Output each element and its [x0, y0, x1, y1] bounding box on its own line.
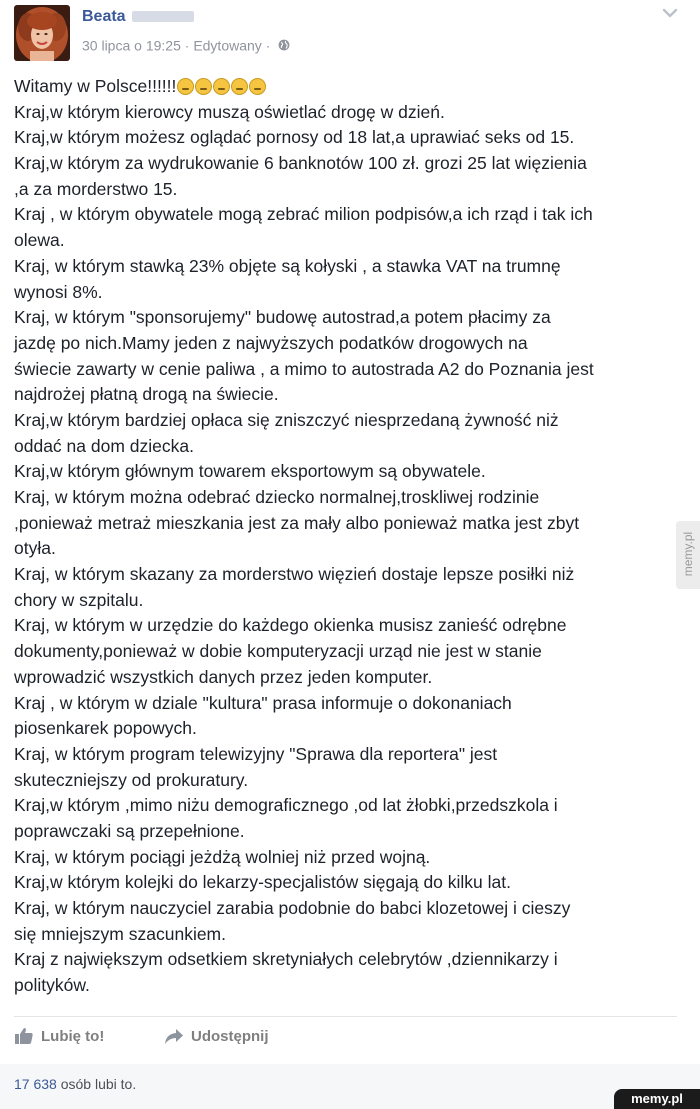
post-line: wprowadzić wszystkich danych przez jeden komputer.	[14, 666, 433, 687]
chevron-down-icon[interactable]	[660, 6, 680, 20]
likes-text: osób lubi to.	[60, 1076, 137, 1092]
post-line: poprawczaki są przepełnione.	[14, 820, 245, 841]
likes-summary[interactable]	[14, 1076, 136, 1092]
post-line: Kraj,w którym ,mimo niżu demograficznego ,od lat żłobki,przedszkola i	[14, 795, 558, 816]
post-line: ,a za morderstwo 15.	[14, 178, 178, 199]
post-body	[14, 74, 694, 999]
post-line: Kraj, w którym skazany za morderstwo więzień dostaje lepsze posiłki niż	[14, 564, 575, 585]
post-meta	[82, 36, 290, 53]
post-line: Kraj,w którym za wydrukowanie 6 banknotów 100 zł. grozi 25 lat więzienia	[14, 153, 587, 174]
post-line: wynosi 8%.	[14, 281, 103, 302]
post-line: chory w szpitalu.	[14, 589, 144, 610]
author-name[interactable]	[82, 8, 194, 26]
post-line: Kraj, w którym pociągi jeżdżą wolniej niż przed wojną.	[14, 846, 431, 867]
post-line: Witamy w Polsce!!!!!!	[14, 74, 694, 100]
thumbs-up-icon	[14, 1027, 34, 1045]
likes-count[interactable]: 17 638	[14, 1076, 57, 1092]
share-label: Udostępnij	[191, 1027, 269, 1045]
post-line: olewa.	[14, 230, 65, 251]
unamused-face-icon	[177, 78, 194, 95]
post-line: Kraj, w którym nauczyciel zarabia podobnie do babci klozetowej i cieszy	[14, 898, 571, 918]
blurred-surname	[132, 11, 194, 22]
post-line: Kraj,w którym możesz oglądać pornosy od 18 lat,a uprawiać seks od 15.	[14, 127, 575, 148]
meta-separator: ·	[184, 37, 190, 54]
post-line: Kraj,w którym bardziej opłaca się zniszczyć niesprzedaną żywność niż	[14, 409, 559, 430]
post-line: otyła.	[14, 538, 56, 559]
share-arrow-icon	[164, 1027, 184, 1045]
post-line: Kraj, w którym program telewizyjny "Sprawa dla reportera" jest	[14, 743, 498, 764]
post-line: Kraj,w którym głównym towarem eksportowym są obywatele.	[14, 461, 486, 482]
like-button[interactable]	[14, 1027, 104, 1045]
post-line: ,ponieważ metraż mieszkania jest za mały albo ponieważ matka jest zbyt	[14, 512, 580, 533]
post-line: jazdę po nich.Mamy jeden z najwyższych podatków drogowych na	[14, 332, 528, 353]
post-line: Kraj , w którym obywatele mogą zebrać milion podpisów,a ich rząd i tak ich	[14, 204, 593, 225]
post-line: oddać na dom dziecka.	[14, 435, 194, 456]
unamused-face-icon	[195, 78, 212, 95]
meta-separator-2: ·	[265, 37, 271, 54]
post-line: świecie zawarty w cenie paliwa , a mimo to autostrada A2 do Poznania jest	[14, 358, 594, 379]
unamused-face-icon	[213, 78, 230, 95]
bottom-watermark: memy.pl	[614, 1089, 700, 1109]
post-line: najdrożej płatną drogą na świecie.	[14, 384, 279, 405]
post-line: Kraj, w którym "sponsorujemy" budowę autostrad,a potem płacimy za	[14, 307, 551, 328]
post-line: Kraj, w którym w urzędzie do każdego okienka musisz zanieść odrębne	[14, 615, 567, 636]
unamused-face-icon	[231, 78, 248, 95]
actions-divider	[14, 1016, 677, 1017]
share-button[interactable]	[164, 1027, 269, 1045]
globe-icon[interactable]	[278, 39, 290, 51]
side-watermark-text: memy.pl	[681, 531, 695, 577]
post-line: dokumenty,ponieważ w dobie komputeryzacji urząd nie jest w stanie	[14, 641, 542, 662]
author-name-text: Beata	[82, 8, 126, 25]
post-line: Kraj,w którym kolejki do lekarzy-specjalistów sięgają do kilku lat.	[14, 872, 511, 893]
avatar[interactable]	[14, 5, 70, 61]
post-line: Kraj z największym odsetkiem skretyniałych celebrytów ,dziennikarzy i	[14, 949, 558, 970]
post-line: Kraj,w którym kierowcy muszą oświetlać drogę w dzień.	[14, 101, 445, 122]
post-line: piosenkarek popowych.	[14, 718, 197, 739]
side-watermark	[676, 521, 700, 589]
post-line: się mniejszym szacunkiem.	[14, 923, 226, 944]
post-line: Kraj, w którym stawką 23% objęte są kołyski , a stawka VAT na trumnę	[14, 255, 561, 276]
post-line: skuteczniejszy od prokuratury.	[14, 769, 249, 790]
avatar-photo	[14, 5, 70, 61]
post-line: polityków.	[14, 975, 90, 996]
post-line: Kraj , w którym w dziale "kultura" prasa informuje o dokonaniach	[14, 692, 512, 713]
post-timestamp[interactable]: 30 lipca o 19:25	[82, 37, 181, 54]
unamused-face-icon	[249, 78, 266, 95]
like-label: Lubię to!	[41, 1027, 105, 1045]
post-line: Kraj, w którym można odebrać dziecko normalnej,troskliwej rodzinie	[14, 487, 540, 507]
edited-label[interactable]: Edytowany	[193, 37, 262, 54]
